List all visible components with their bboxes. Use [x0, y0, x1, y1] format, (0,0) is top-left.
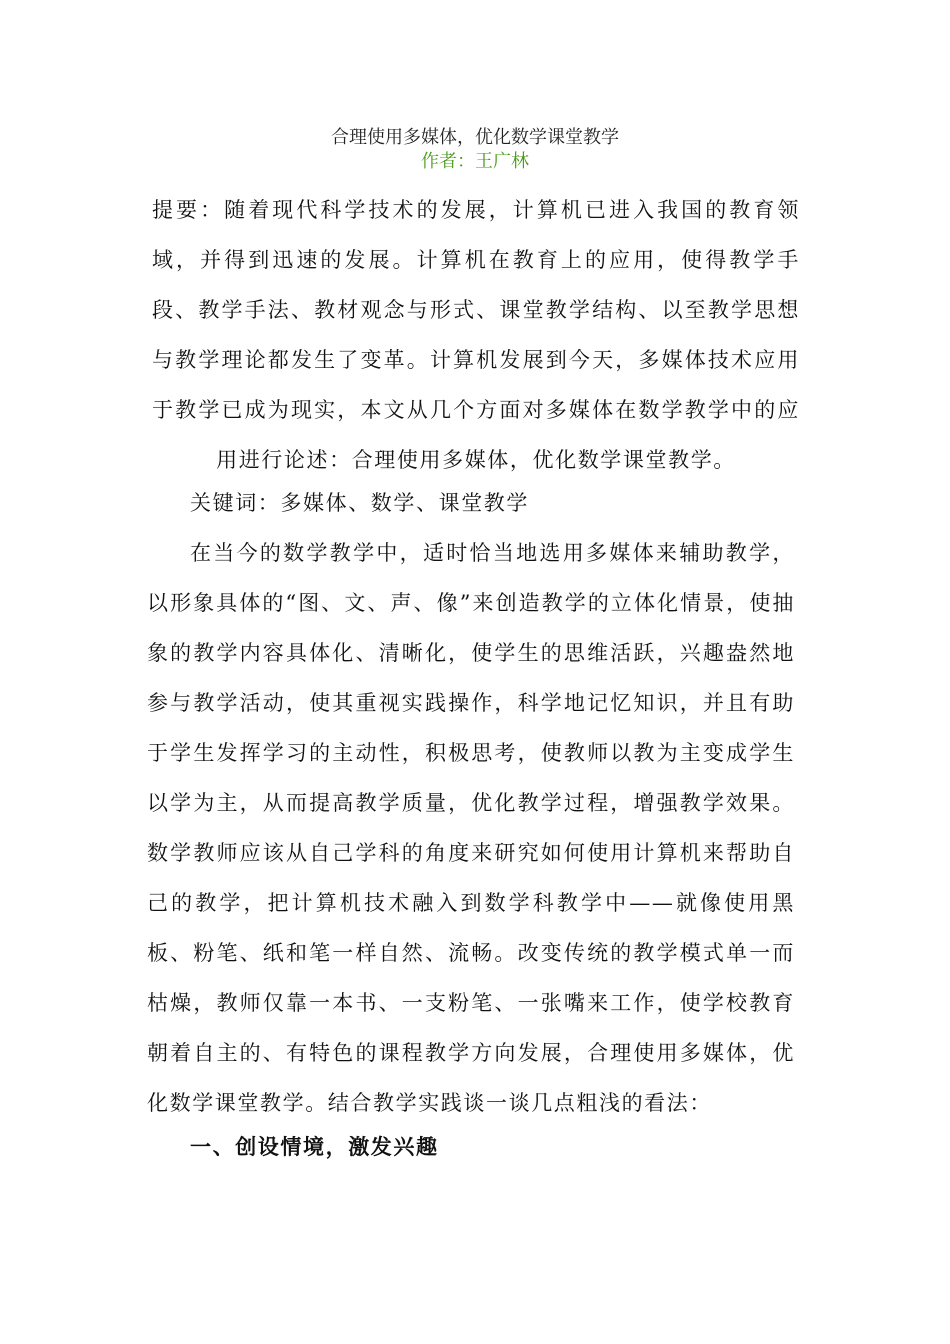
- keywords-line: 关键词：多媒体、数学、课堂教学: [190, 491, 529, 515]
- abstract-paragraph: 提要：随着现代科学技术的发展，计算机已进入我国的教育领域，并得到迅速的发展。计算机在教育上的应用，使得教学手段、教学手法、教材观念与形式、课堂教学结构、以至教学思想与教学理论都发生了变革。计算机发展到今天，多媒体技术应用于教学已成为现实，本文从几个方面对多媒体在数学教学中的应用进行论述：合理使用多媒体，优化数学课堂教学。: [152, 198, 800, 472]
- body-paragraph: 在当今的数学教学中，适时恰当地选用多媒体来辅助教学，以形象具体的“图、文、声、像”来创造教学的立体化情景，使抽象的教学内容具体化、清晰化，使学生的思维活跃，兴趣盎然地参与教学活动，使其重视实践操作，科学地记忆知识，并且有助于学生发挥学习的主动性，积极思考，使教师以教为主变成学生以学为主，从而提高教学质量，优化教学过程，增强教学效果。数学教师应该从自己学科的角度来研究如何使用计算机来帮助自己的教学，把计算机技术融入到数学科教学中——就像使用黑板、粉笔、纸和笔一样自然、流畅。改变传统的教学模式单一而枯燥，教师仅靠一本书、一支粉笔、一张嘴来工作，使学校教育朝着自主的、有特色的课程教学方向发展，合理使用多媒体，优化数学课堂教学。结合教学实践谈一谈几点粗浅的看法：: [147, 541, 795, 1115]
- document-author: 作者：王广林: [421, 151, 529, 172]
- document-title: 合理使用多媒体，优化数学课堂教学: [331, 127, 619, 148]
- section-heading: 一、创设情境，激发兴趣: [190, 1134, 439, 1159]
